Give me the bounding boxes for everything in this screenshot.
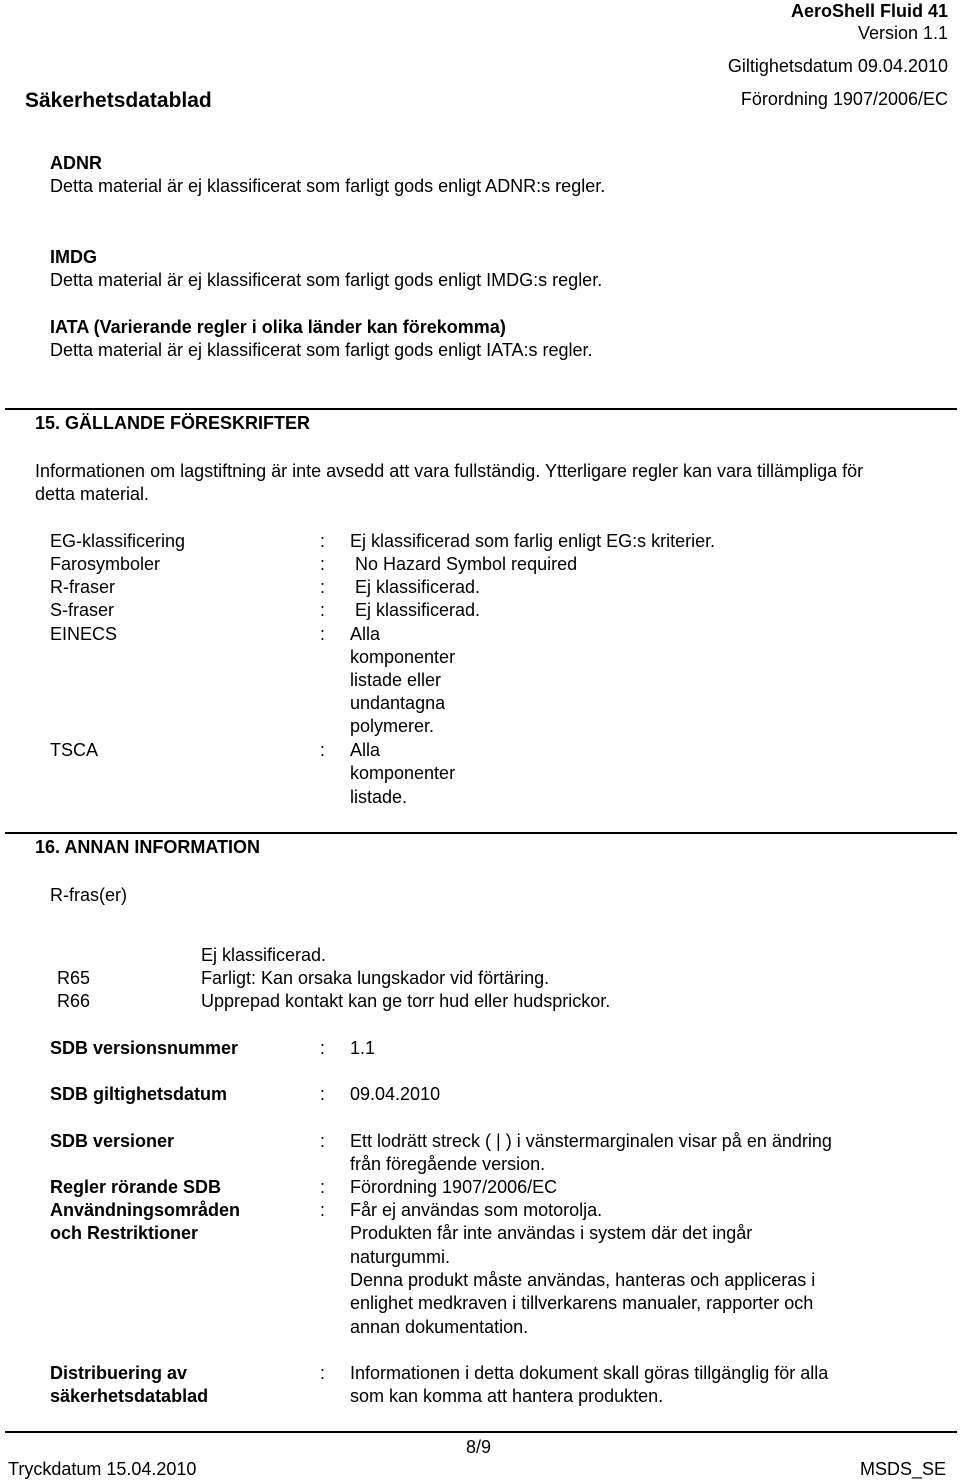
- imdg-heading: IMDG: [50, 247, 97, 267]
- section-15-heading: 15. GÄLLANDE FÖRESKRIFTER: [35, 413, 311, 433]
- tsca-label: TSCA: [50, 740, 99, 760]
- einecs-value-line: polymerer.: [350, 716, 435, 736]
- r-phrases-value: Ej klassificerad.: [350, 577, 481, 597]
- tsca-value-line: listade.: [350, 787, 408, 807]
- header-regulation: Förordning 1907/2006/EC: [740, 89, 948, 109]
- s-phrases-label: S-fraser: [50, 600, 115, 620]
- einecs-label: EINECS: [50, 624, 118, 644]
- section-15-intro-line2: detta material.: [35, 484, 150, 504]
- print-date: Tryckdatum 15.04.2010: [8, 1459, 197, 1479]
- colon: :: [320, 554, 326, 574]
- colon: :: [320, 1131, 326, 1151]
- adnr-heading: ADNR: [50, 153, 102, 173]
- r-phrases-label: R-fraser: [50, 577, 116, 597]
- sdb-date-value: 09.04.2010: [350, 1084, 441, 1104]
- hazard-symbols-label: Farosymboler: [50, 554, 161, 574]
- usage-line: Produkten får inte användas i system där det ingår: [350, 1223, 753, 1243]
- distribution-line: Informationen i detta dokument skall göras tillgänglig för alla: [350, 1363, 829, 1383]
- einecs-value-line: Alla: [350, 624, 381, 644]
- s-phrases-value: Ej klassificerad.: [350, 600, 481, 620]
- eg-classification-value: Ej klassificerad som farlig enligt EG:s kriterier.: [350, 531, 716, 551]
- usage-line: Får ej användas som motorolja.: [350, 1200, 603, 1220]
- colon: :: [320, 1038, 326, 1058]
- sdb-version-value: 1.1: [350, 1038, 376, 1058]
- usage-line: annan dokumentation.: [350, 1317, 529, 1337]
- usage-line: Denna produkt måste användas, hanteras och appliceras i: [350, 1270, 816, 1290]
- colon: :: [320, 624, 326, 644]
- sdb-rules-value: Förordning 1907/2006/EC: [350, 1177, 558, 1197]
- section-15-intro-line1: Informationen om lagstiftning är inte avsedd att vara fullständig. Ytterligare regler kan vara tillämpliga för: [35, 461, 864, 481]
- colon: :: [320, 1177, 326, 1197]
- tsca-value-line: komponenter: [350, 763, 456, 783]
- usage-label-line: Användningsområden: [50, 1200, 241, 1220]
- iata-heading: IATA (Varierande regler i olika länder kan förekomma): [50, 317, 506, 337]
- distribution-label-line: Distribuering av: [50, 1363, 188, 1383]
- sdb-versions-line: Ett lodrätt streck ( | ) i vänstermarginalen visar på en ändring: [350, 1131, 832, 1151]
- page-number: 8/9: [466, 1437, 492, 1457]
- r-phrase-code: R65: [57, 968, 91, 988]
- colon: :: [320, 1200, 326, 1220]
- imdg-text: Detta material är ej klassificerat som farligt gods enligt IMDG:s regler.: [50, 270, 603, 290]
- r-phrase-text: Farligt: Kan orsaka lungskador vid förtäring.: [201, 968, 550, 988]
- section-15-rule: [5, 408, 957, 410]
- usage-line: naturgummi.: [350, 1247, 451, 1267]
- einecs-value-line: komponenter: [350, 647, 456, 667]
- usage-line: enlighet medkraven i tillverkarens manualer, rapporter och: [350, 1293, 814, 1313]
- document-title: Säkerhetsdatablad: [25, 89, 212, 112]
- sdb-date-label: SDB giltighetsdatum: [50, 1084, 228, 1104]
- sdb-rules-label: Regler rörande SDB: [50, 1177, 222, 1197]
- einecs-value-line: undantagna: [350, 693, 446, 713]
- colon: :: [320, 1363, 326, 1383]
- product-name: AeroShell Fluid 41: [790, 1, 948, 21]
- iata-text: Detta material är ej klassificerat som farligt gods enligt IATA:s regler.: [50, 340, 593, 360]
- tsca-value-line: Alla: [350, 740, 381, 760]
- section-16-heading: 16. ANNAN INFORMATION: [35, 837, 260, 857]
- colon: :: [320, 577, 326, 597]
- eg-classification-label: EG-klassificering: [50, 531, 186, 551]
- validity-date: Giltighetsdatum 09.04.2010: [727, 56, 948, 76]
- document-version: Version 1.1: [857, 23, 948, 43]
- sdb-versions-line: från föregående version.: [350, 1154, 546, 1174]
- colon: :: [320, 1084, 326, 1104]
- sdb-versions-label: SDB versioner: [50, 1131, 175, 1151]
- r-phrases-none: Ej klassificerad.: [201, 945, 327, 965]
- r-phrase-text: Upprepad kontakt kan ge torr hud eller hudsprickor.: [201, 991, 611, 1011]
- sdb-version-label: SDB versionsnummer: [50, 1038, 239, 1058]
- colon: :: [320, 740, 326, 760]
- usage-label-line: och Restriktioner: [50, 1223, 199, 1243]
- distribution-label-line: säkerhetsdatablad: [50, 1386, 209, 1406]
- footer-rule: [5, 1431, 957, 1433]
- r-phrase-code: R66: [57, 991, 91, 1011]
- colon: :: [320, 531, 326, 551]
- r-phrases-list-label: R-fras(er): [50, 885, 127, 905]
- einecs-value-line: listade eller: [350, 670, 442, 690]
- section-16-rule: [5, 832, 957, 834]
- colon: :: [320, 600, 326, 620]
- document-code: MSDS_SE: [859, 1459, 946, 1479]
- adnr-text: Detta material är ej klassificerat som farligt gods enligt ADNR:s regler.: [50, 176, 606, 196]
- hazard-symbols-value: No Hazard Symbol required: [350, 554, 578, 574]
- distribution-line: som kan komma att hantera produkten.: [350, 1386, 664, 1406]
